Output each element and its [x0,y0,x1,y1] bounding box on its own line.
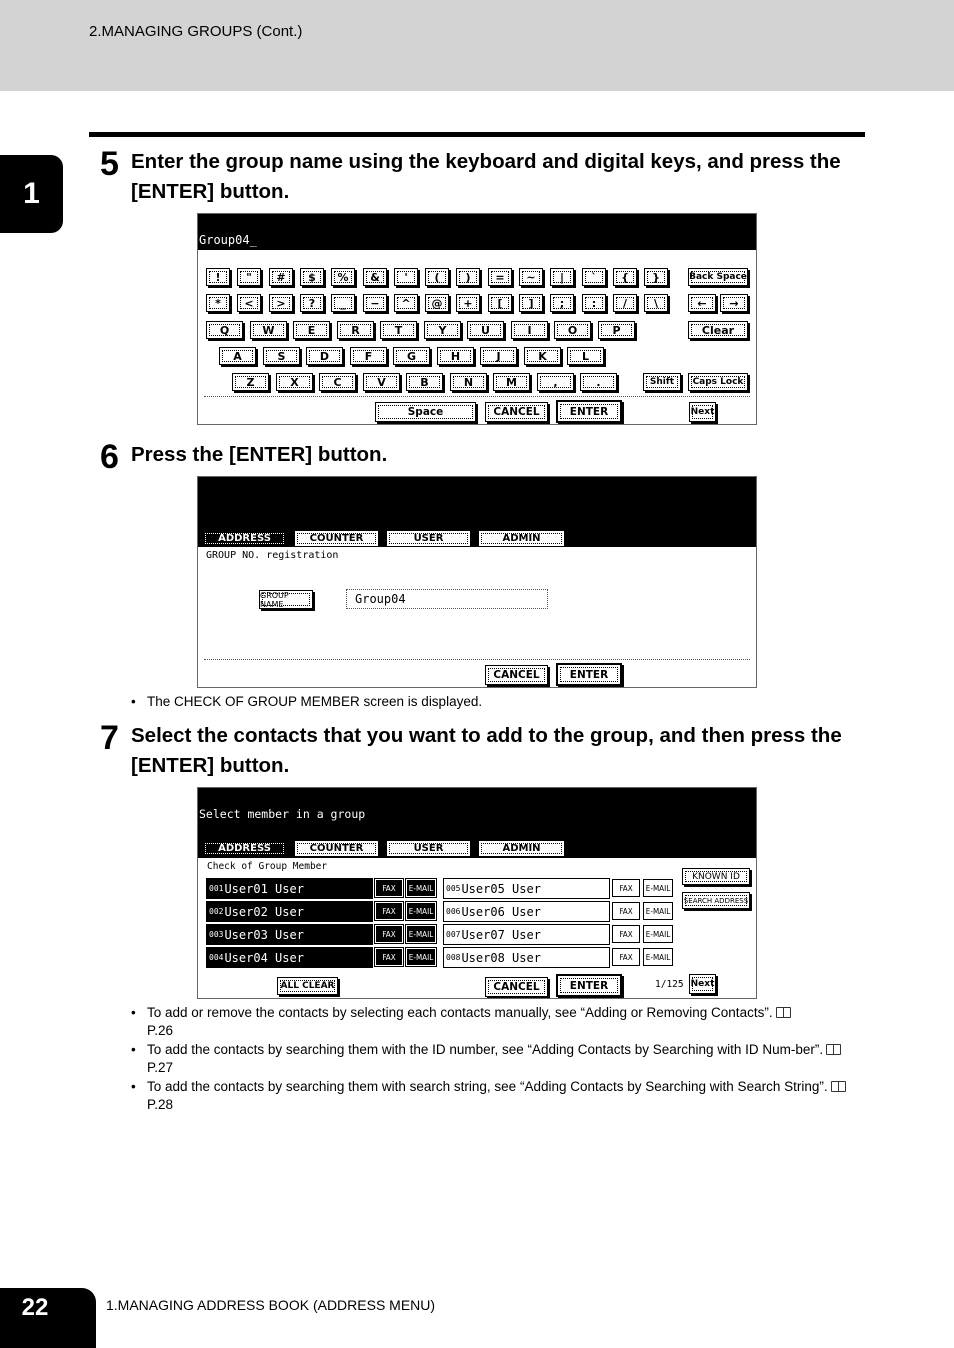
known-id-button[interactable]: KNOWN ID [682,868,750,885]
member-index: 002 [209,907,224,916]
running-footer: 1.MANAGING ADDRESS BOOK (ADDRESS MENU) [106,1297,436,1313]
key-row1-3[interactable]: $ [300,268,324,286]
key-row2-13[interactable]: / [613,294,637,312]
member-index: 005 [446,884,461,893]
key-row5-5[interactable]: N [450,373,487,391]
member-row[interactable] [206,947,436,968]
tab-admin[interactable]: ADMIN [478,530,565,547]
key-row1-6[interactable]: ' [394,268,418,286]
key-row1-14[interactable]: } [644,268,668,286]
key-row5-8[interactable]: . [580,373,617,391]
key-row4-6[interactable]: J [480,347,517,365]
key-row2-11[interactable]: ; [550,294,574,312]
member-name-cell[interactable] [206,901,373,922]
member-name: User05 User [461,881,541,896]
right-arrow-key[interactable]: → [720,294,748,312]
member-row[interactable] [443,947,673,968]
screen-subtitle: GROUP NO. registration [206,550,339,561]
key-row5-0[interactable]: Z [232,373,269,391]
left-arrow-key[interactable]: ← [688,294,716,312]
email-toggle[interactable]: E-MAIL [643,925,673,943]
key-row2-1[interactable]: < [237,294,261,312]
member-index: 006 [446,907,461,916]
page-number: 22 [21,1294,49,1321]
key-row1-8[interactable]: ) [456,268,480,286]
member-name-cell[interactable] [206,878,373,899]
key-row3-2[interactable]: E [293,321,330,339]
search-address-button[interactable]: SEARCH ADDRESS [682,892,750,909]
key-row2-2[interactable]: > [269,294,293,312]
key-row2-14[interactable]: \ [644,294,668,312]
member-index: 007 [446,930,461,939]
email-toggle[interactable]: E-MAIL [643,948,673,966]
key-row2-4[interactable]: _ [331,294,355,312]
email-toggle[interactable]: E-MAIL [406,925,436,943]
member-row[interactable] [206,878,436,899]
key-row1-13[interactable]: { [613,268,637,286]
key-row2-9[interactable]: [ [488,294,512,312]
enter-button[interactable]: ENTER [556,400,622,423]
fax-toggle[interactable]: FAX [375,879,403,897]
screen-title: Select member in a group [199,807,366,821]
group-registration-screen [197,476,757,688]
member-name: User06 User [461,904,541,919]
step-number: 6 [100,438,118,476]
page-ref[interactable]: P.27 [147,1060,174,1075]
key-row4-0[interactable]: A [219,347,256,365]
enter-button[interactable]: ENTER [556,974,622,997]
fax-toggle[interactable]: FAX [375,948,403,966]
tab-user[interactable]: USER [386,840,471,857]
email-toggle[interactable]: E-MAIL [406,879,436,897]
member-selection-screen [197,787,757,999]
key-row1-2[interactable]: # [269,268,293,286]
next-button[interactable]: Next [689,974,716,994]
member-name-cell[interactable] [443,924,610,945]
key-row3-9[interactable]: P [598,321,635,339]
step-instruction: Enter the group name using the keyboard and digital keys, and press the [ENTER] button. [131,150,841,203]
page-indicator: 1/125 [655,979,684,990]
key-row4-3[interactable]: F [350,347,387,365]
book-icon [776,1007,791,1018]
book-icon [826,1044,841,1055]
fax-toggle[interactable]: FAX [375,902,403,920]
key-row5-4[interactable]: B [406,373,443,391]
key-row3-7[interactable]: I [511,321,548,339]
key-row4-4[interactable]: G [393,347,430,365]
member-name-cell[interactable] [206,947,373,968]
key-row3-0[interactable]: Q [206,321,243,339]
keyboard-screen [197,213,757,425]
member-name: User08 User [461,950,541,965]
tab-address[interactable]: ADDRESS [202,840,287,857]
group-name-button[interactable]: GROUP NAME [259,590,313,609]
key-row1-5[interactable]: & [363,268,387,286]
step-instruction: Select the contacts that you want to add to the group, and then press the [ENTER] button. [131,724,842,777]
key-row4-1[interactable]: S [263,347,300,365]
email-toggle[interactable]: E-MAIL [406,902,436,920]
member-name-cell[interactable] [443,878,610,899]
fax-toggle[interactable]: FAX [612,879,640,897]
key-row4-2[interactable]: D [306,347,343,365]
header-band [0,0,954,91]
back-space-key[interactable]: Back Space [688,268,748,286]
next-button[interactable]: Next [689,402,716,422]
member-name: User07 User [461,927,541,942]
all-clear-button[interactable]: ALL CLEAR [277,977,338,995]
cancel-button[interactable]: CANCEL [485,402,548,422]
member-row[interactable] [443,901,673,922]
fax-toggle[interactable]: FAX [612,902,640,920]
fax-toggle[interactable]: FAX [375,925,403,943]
member-index: 004 [209,953,224,962]
key-row3-8[interactable]: O [554,321,591,339]
member-name-cell[interactable] [443,901,610,922]
member-row[interactable] [443,878,673,899]
key-row1-12[interactable]: ` [582,268,606,286]
key-row2-7[interactable]: @ [425,294,449,312]
key-row5-1[interactable]: X [276,373,313,391]
key-row1-10[interactable]: ~ [519,268,543,286]
step-number: 7 [100,719,118,757]
member-index: 001 [209,884,224,893]
enter-button[interactable]: ENTER [556,663,622,686]
page-ref[interactable]: P.28 [147,1097,174,1112]
book-icon [831,1081,846,1092]
key-row1-1[interactable]: " [237,268,261,286]
member-row[interactable] [206,924,436,945]
email-toggle[interactable]: E-MAIL [406,948,436,966]
key-row5-6[interactable]: M [493,373,530,391]
step-instruction: Press the [ENTER] button. [131,443,388,466]
member-index: 008 [446,953,461,962]
key-row5-3[interactable]: V [363,373,400,391]
bullet-note: • The CHECK OF GROUP MEMBER screen is displayed. [131,693,861,711]
key-row4-8[interactable]: L [567,347,604,365]
member-name-cell[interactable] [443,947,610,968]
email-toggle[interactable]: E-MAIL [643,879,673,897]
key-row1-9[interactable]: = [488,268,512,286]
shift-key[interactable]: Shift [643,373,681,391]
member-name: User03 User [224,927,304,942]
email-toggle[interactable]: E-MAIL [643,902,673,920]
divider [204,659,750,660]
fax-toggle[interactable]: FAX [612,925,640,943]
key-row2-3[interactable]: ? [300,294,324,312]
step-number: 5 [100,145,118,183]
key-row3-4[interactable]: T [380,321,417,339]
bullet-note-3: • To add the contacts by searching them with search string, see “Adding Contacts by Searching with Search String”.P.28 [131,1078,861,1114]
input-bar [198,214,756,250]
key-row3-1[interactable]: W [250,321,287,339]
key-row2-12[interactable]: : [582,294,606,312]
tab-counter[interactable]: COUNTER [294,840,379,857]
divider [204,396,750,397]
key-row1-7[interactable]: ( [425,268,449,286]
key-row2-8[interactable]: + [456,294,480,312]
member-name: User04 User [224,950,304,965]
cancel-button[interactable]: CANCEL [485,977,548,997]
running-header: 2.MANAGING GROUPS (Cont.) [89,23,303,40]
member-row[interactable] [206,901,436,922]
key-row2-10[interactable]: ] [519,294,543,312]
key-row4-5[interactable]: H [437,347,474,365]
key-row3-6[interactable]: U [467,321,504,339]
tab-counter[interactable]: COUNTER [294,530,379,547]
key-row5-7[interactable]: , [537,373,574,391]
caps-lock-key[interactable]: Caps Lock [688,373,748,391]
member-name: User01 User [224,881,304,896]
screen-subtitle: Check of Group Member [207,861,328,872]
space-key[interactable]: Space [375,402,476,422]
key-row4-7[interactable]: K [524,347,561,365]
key-row1-11[interactable]: | [550,268,574,286]
section-rule [89,132,865,137]
bullet-note-1: • To add or remove the contacts by selecting each contacts manually, see “Adding or Removing Contacts”. P.26 [131,1004,861,1040]
key-row3-3[interactable]: R [337,321,374,339]
key-row1-4[interactable]: % [331,268,355,286]
member-index: 003 [209,930,224,939]
clear-key[interactable]: Clear [688,321,748,339]
group-name-input[interactable]: Group04_ [199,233,257,247]
tab-user[interactable]: USER [386,530,471,547]
member-name-cell[interactable] [206,924,373,945]
page-ref[interactable]: P.26 [147,1023,174,1038]
group-name-field[interactable]: Group04 [346,589,548,609]
key-row3-5[interactable]: Y [424,321,461,339]
tab-admin[interactable]: ADMIN [478,840,565,857]
bullet-note-2: • To add the contacts by searching them with the ID number, see “Adding Contacts by Searching with ID Num-ber”.P.27 [131,1041,861,1077]
cancel-button[interactable]: CANCEL [485,665,548,685]
key-row2-6[interactable]: ^ [394,294,418,312]
member-name: User02 User [224,904,304,919]
member-row[interactable] [443,924,673,945]
key-row2-0[interactable]: * [206,294,230,312]
key-row5-2[interactable]: C [319,373,356,391]
tab-address[interactable]: ADDRESS [202,530,287,547]
chapter-tab: 1 [0,155,63,233]
fax-toggle[interactable]: FAX [612,948,640,966]
key-row2-5[interactable]: − [363,294,387,312]
key-row1-0[interactable]: ! [206,268,230,286]
